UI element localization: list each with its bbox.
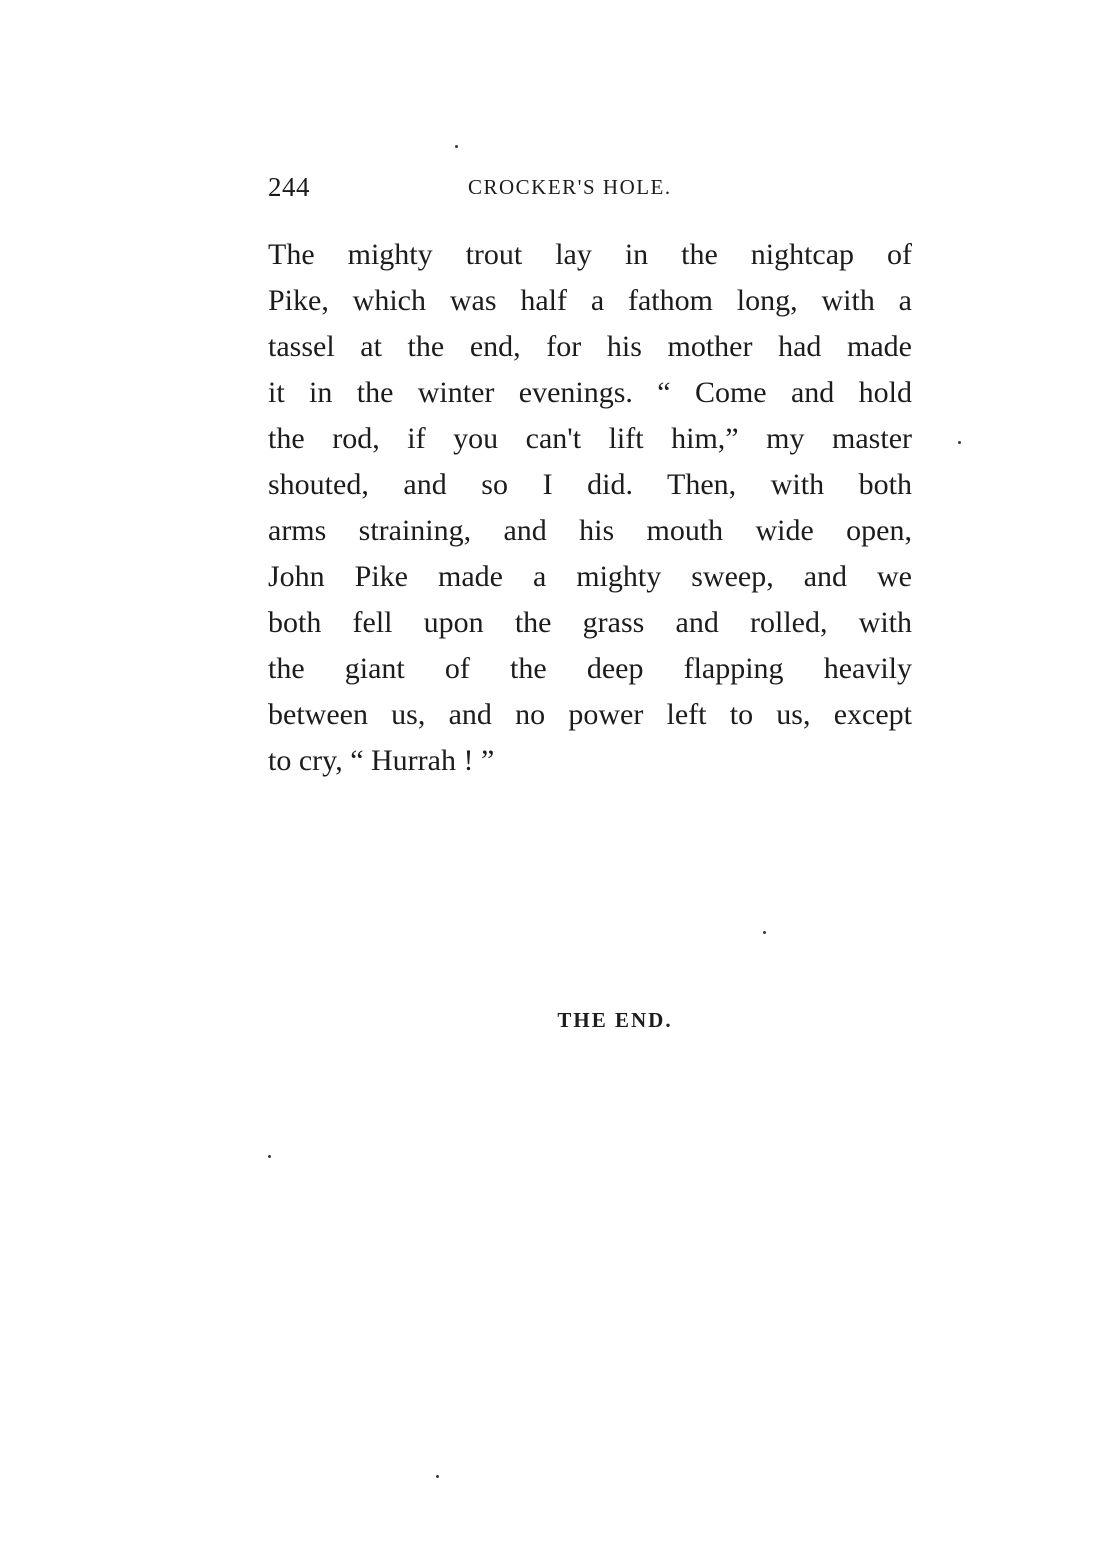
text-line: The mighty trout lay in the nightcap of: [268, 238, 912, 271]
text-line: tassel at the end, for his mother had made: [268, 330, 912, 363]
running-head: [268, 172, 912, 208]
text-line: the giant of the deep flapping heavily: [268, 652, 912, 685]
scan-speck: [455, 145, 458, 148]
the-end-heading: THE END.: [557, 1008, 673, 1032]
scan-speck: [268, 1155, 271, 1158]
scan-speck: [958, 441, 961, 444]
text-line: to cry, “ Hurrah ! ”: [268, 744, 495, 777]
body-paragraph: [268, 232, 912, 784]
text-line: both fell upon the grass and rolled, with: [268, 606, 912, 639]
text-line: between us, and no power left to us, except: [268, 698, 912, 731]
page-number: 244: [268, 172, 310, 202]
text-line: arms straining, and his mouth wide open,: [268, 514, 912, 547]
text-line: it in the winter evenings. “ Come and hold: [268, 376, 912, 409]
scan-speck: [763, 931, 766, 934]
text-line: John Pike made a mighty sweep, and we: [268, 560, 912, 593]
chapter-title: CROCKER'S HOLE.: [468, 175, 672, 199]
text-line: the rod, if you can't lift him,” my master: [268, 422, 912, 455]
text-line: shouted, and so I did. Then, with both: [268, 468, 912, 501]
scan-speck: [436, 1475, 439, 1478]
text-line: Pike, which was half a fathom long, with a: [268, 284, 912, 317]
